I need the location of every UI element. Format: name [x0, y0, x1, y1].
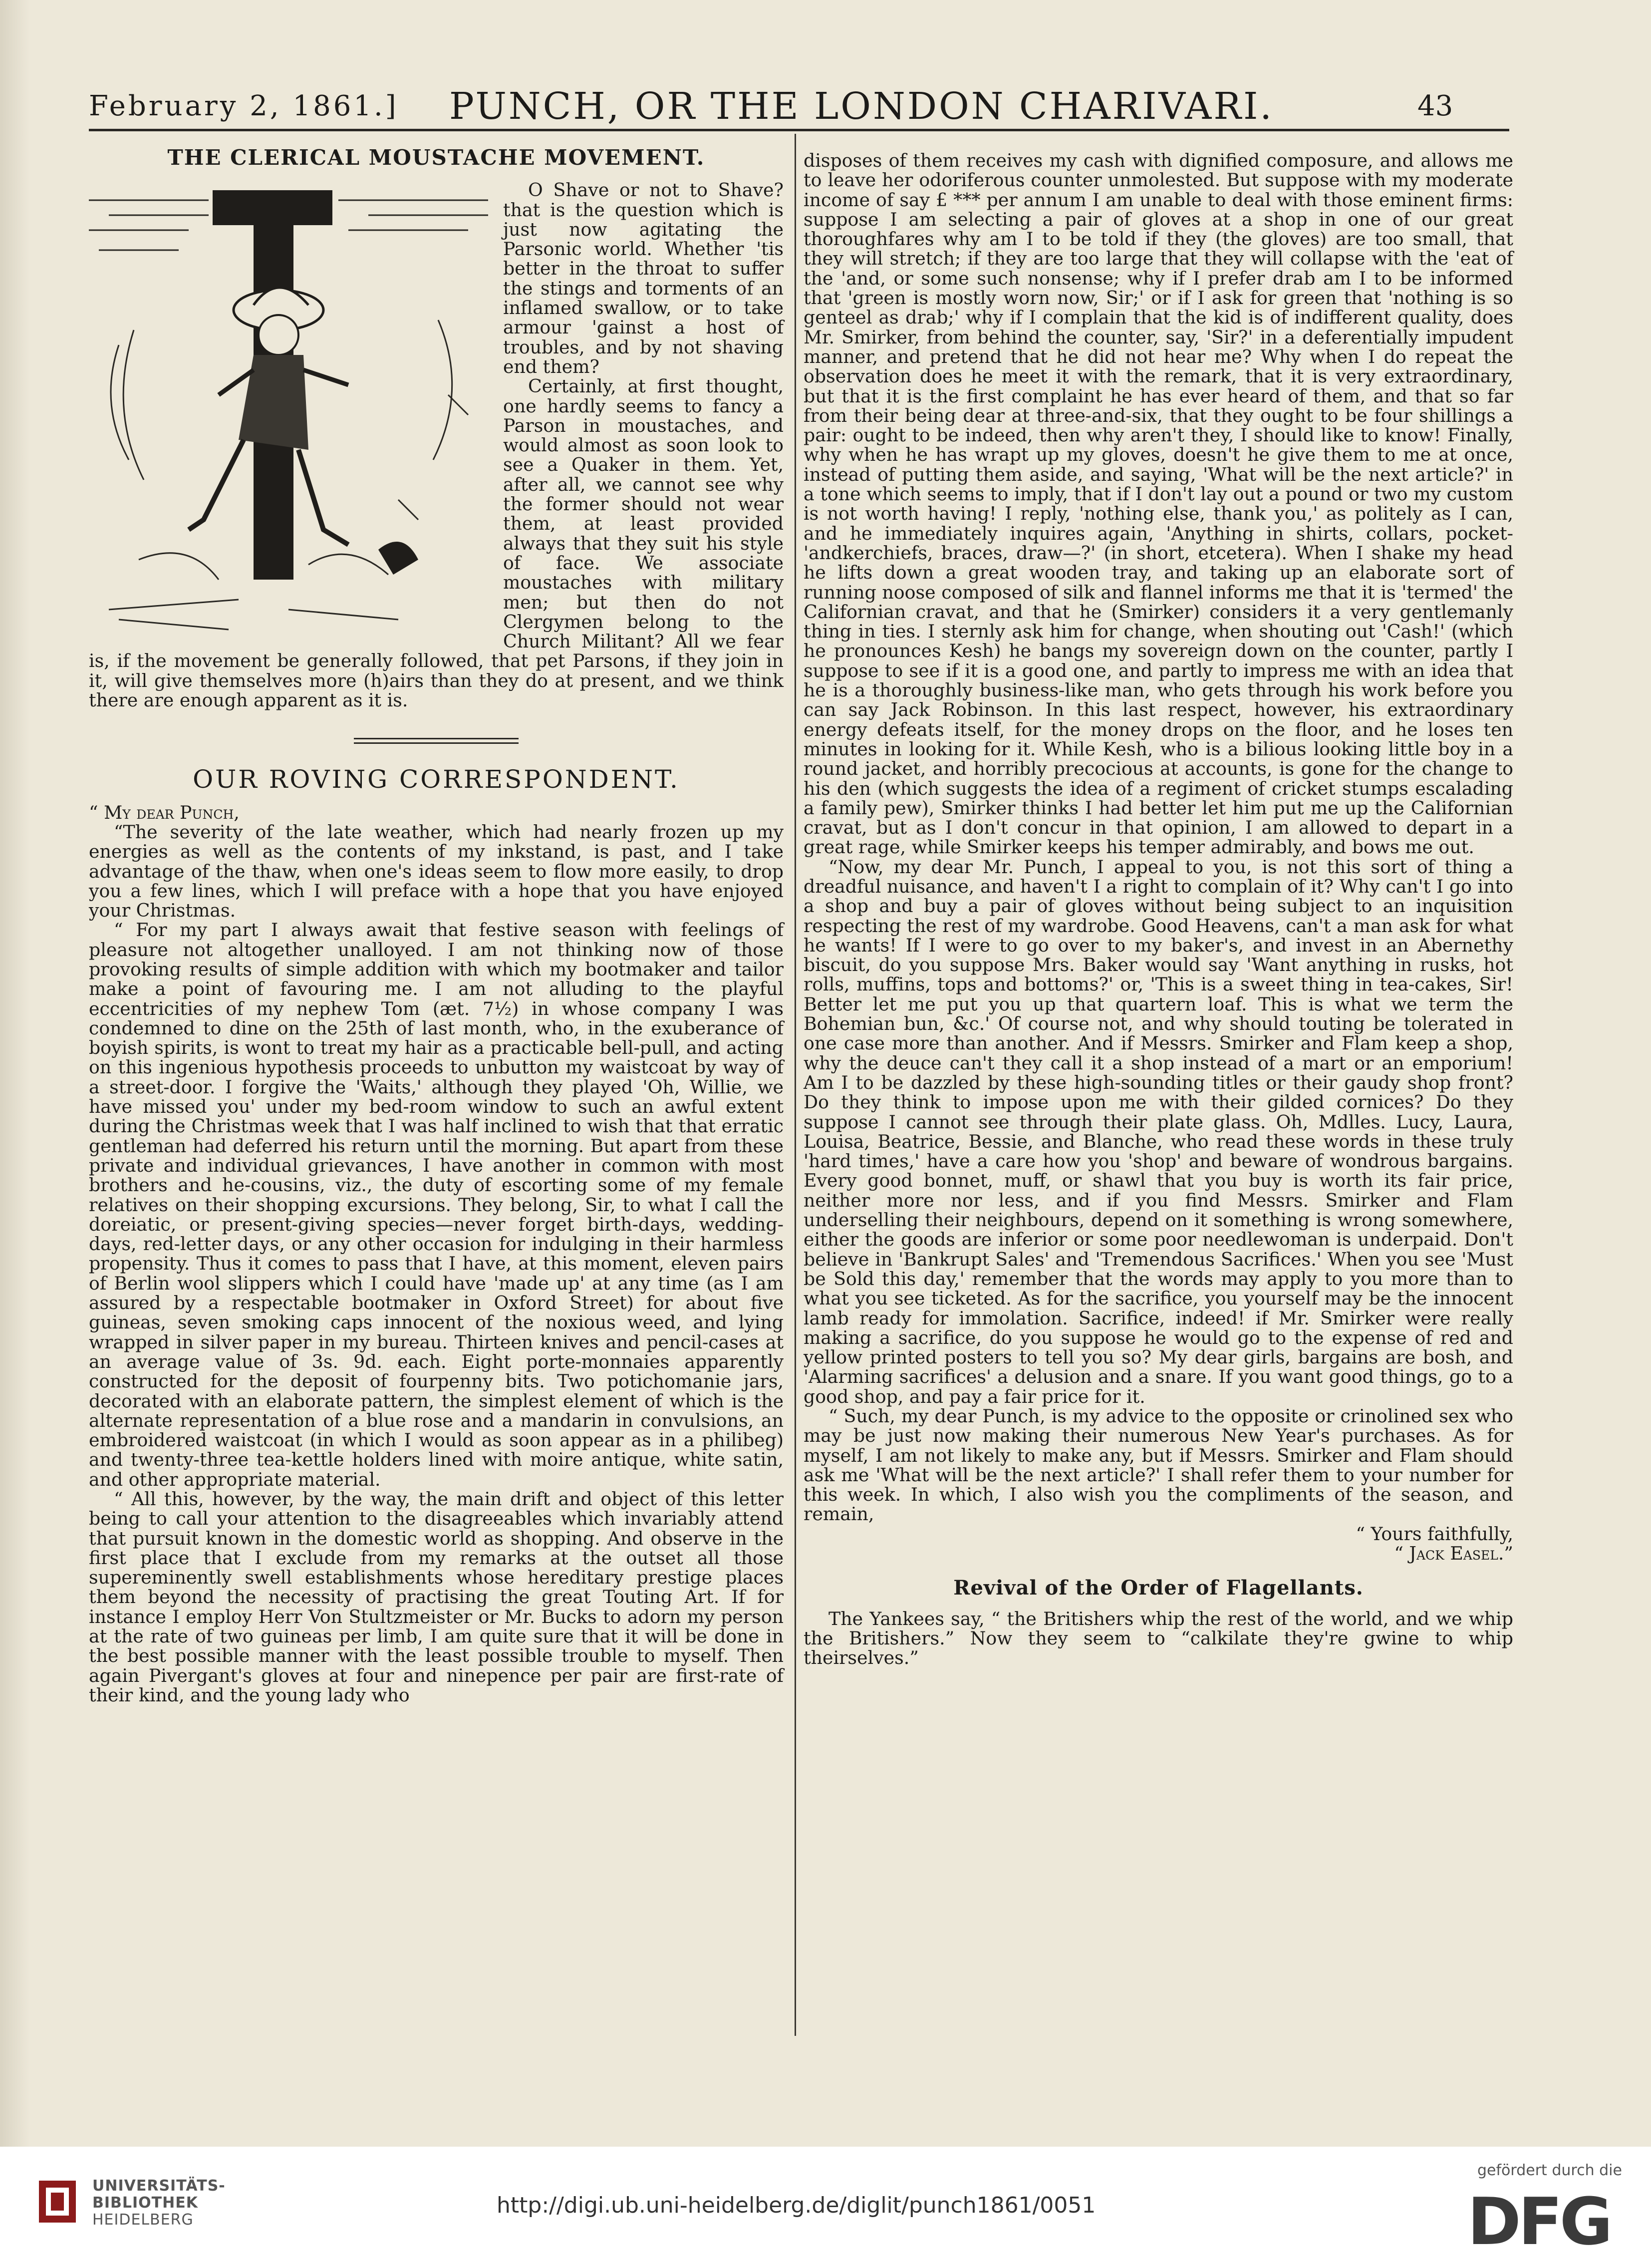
woodcut-figure-svg [89, 180, 488, 645]
letter-salutation: “ My dear Punch, [89, 801, 240, 823]
article-title-roving-correspondent: OUR ROVING CORRESPONDENT. [193, 765, 680, 794]
institution-name: UNIVERSITÄTS- BIBLIOTHEK HEIDELBERG [92, 2177, 226, 2229]
right-column [804, 151, 1513, 1668]
article-paragraph: disposes of them receives my cash with dignified composure, and allows me to leave her odoriferous counter unmolested. But suppose with my moderate income of say £ *** per annum I am unable to deal with those eminent firms: suppose I am selecting a pair of gloves at a shop in one of our great thoroughfares why am I to be told if they (the gloves) are too small, that they will stretch; if they are too large that they will collapse with the 'eat of the 'and, or some such nonsense; why if I prefer drab am I to be informed that 'green is mostly worn now, Sir;' or if I ask for green that 'nothing is so genteel as drab;' why if I complain that the kid is of indifferent quality, does Mr. Smirker, from behind the counter, say, 'Sir?' in a deferentially impudent manner, and pretend that he did not hear me? Why when I do repeat the observation does he meet it with the remark, that it is very extraordinary, but that it is the first complaint he has ever heard of them, and that so far from their being dear at three-and-six, that they ought to be four shillings a pair: ought to be indeed, then why aren't they, I should like to know! Finally, why when he has wrapt up my gloves, doesn't he give them to me at once, instead of putting them aside, and saying, 'What will be the next article?' in a tone which seems to imply, that if I don't lay out a pound or two my custom is not worth having! I reply, 'nothing else, thank you,' as politely as I can, and he immediately inquires again, 'Anything in shirts, collars, pocket-'andkerchiefs, braces, draw—?' (in short, etcetera). When I shake my head he lifts down a great wooden tray, and taking up an elaborate sort of running noose composed of silk and flannel informs me that it is 'termed' the Californian cravat, and that he (Smirker) considers it a very gentlemanly thing in ties. I sternly ask him for change, when shouting out 'Cash!' (which he pronounces Kesh) he bangs my sovereign down on the counter, partly I suppose to see if it is a good one, and partly to impress me with an idea that he is a thoroughly business-like man, who gets through his work before you can say Jack Robinson. In this last respect, however, his extraordinary energy defeats itself, for the money drops on the floor, and he loses ten minutes in looking for it. While Kesh, who is a bilious looking little boy in a round jacket, and horribly precocious at accounts, is gone for the change to his den (which suggests the idea of a regiment of cricket stumps escalading a family pew), Smirker thinks I had better let him put me up the Californian cravat, but as I don't concur in that opinion, I am allowed to depart in a great rage, while Smirker keeps his temper admirably, and bows me out. [804, 150, 1513, 858]
source-url-link[interactable]: http://digi.ub.uni-heidelberg.de/diglit/punch1861/0051 [497, 2193, 1096, 2218]
article-paragraph: “ For my part I always await that festive season with feelings of pleasure not altogether unalloyed. I am not thinking now of those provoking results of simple addition with which my bootmaker and tailor make a point of favouring me. I am not alluding to the playful eccentricities of my nephew Tom (æt. 7½) in whose company I was condemned to dine on the 25th of last month, who, in the exuberance of boyish spirits, is wont to treat my hair as a practicable bell-pull, and acting on this ingenious hypothesis proceeds to unbutton my waistcoat by way of a street-door. I forgive the 'Waits,' although they played 'Oh, Willie, we have missed you' under my bed-room window to such an awful extent during the Christmas week that I was half inclined to wish that that erratic gentleman had deferred his return until the morning. But apart from these private and individual grievances, I have another in common with most brothers and he-cousins, viz., the duty of escorting some of my female relatives on their shopping excursions. They belong, Sir, to what I call the doreiatic, or present-giving species—never forget birth-days, wedding-days, red-letter days, or any other occasion for indulging in their harmless propensity. Thus it comes to pass that I have, at this moment, eleven pairs of Berlin wool slippers which I could have 'made up' at any time (as I am assured by a respectable bootmaker in Oxford Street) for about five guineas, seven smoking caps innocent of the noxious weed, and lying wrapped in silver paper in my bureau. Thirteen knives and pencil-cases at an average value of 3s. 9d. each. Eight porte-monnaies apparently constructed for the deposit of fourpenny bits. Two potichomanie jars, decorated with an elaborate pattern, the simplest element of which is the alternate representation of a blue rose and a mandarin in convulsions, an embroidered waistcoat (in which I would as soon appear as in a philibeg) and twenty-three tea-kettle holders lined with moire antique, white satin, and other appropriate material. [89, 919, 784, 1490]
dfg-logo-icon [1467, 2187, 1627, 2252]
header-rule [89, 129, 1509, 131]
section-divider [354, 738, 519, 744]
article-paragraph: The Yankees say, “ the Britishers whip the rest of the world, and we whip the Britishers.” Now they seem to “calkilate they're gwine to whip theirselves.” [804, 1608, 1513, 1669]
woodcut-illustration [89, 180, 488, 645]
article-paragraph: Certainly, at first thought, one hardly seems to fancy a Parson in moustaches, and would almost as soon look to see a Quaker in them. Yet, after all, we cannot see why the former should not wear them, at least provided always that they suit his style of face. We associate moustaches with military men; but then do not Clergymen belong to the Church Militant? All we fear is, if the movement be generally followed, that pet Parsons, if they join in it, will give themselves more (h)airs than they do at present, and we think there are enough apparent as it is. [89, 375, 784, 711]
article-paragraph: “ Such, my dear Punch, is my advice to the opposite or crinolined sex who may be just now making their numerous New Year's purchases. As for myself, I am not likely to make any, but if Messrs. Smirker and Flam should ask me 'What will be the next article?' I shall refer them to your number for this week. In which, I also wish you the compliments of the season, and remain, [804, 1405, 1513, 1525]
article-title-flagellants: Revival of the Order of Flagellants. [953, 1576, 1364, 1600]
sponsor-note: gefördert durch die [1477, 2162, 1622, 2179]
digitization-footer [0, 2147, 1651, 2268]
article-paragraph: O Shave or not to Shave? that is the question which is just now agitating the Parsonic world. Whether 'tis better in the throat to suffer the stings and torments of an inflamed swallow, or to take armour 'gainst a host of troubles, and by not shaving end them? [503, 179, 784, 377]
left-column [89, 145, 784, 1706]
article-paragraph: “Now, my dear Mr. Punch, I appeal to you, is not this sort of thing a dreadful nuisance, and haven't I a right to complain of it? Why can't I go into a shop and buy a pair of gloves without being subject to an inquisition respecting the rest of my wardrobe. Good Heavens, can't a man ask for what he wants! If I were to go over to my baker's, and invest in an Abernethy biscuit, do you suppose Mrs. Baker would say 'Want anything in rusks, hot rolls, muffins, tops and bottoms?' or, 'This is a sweet thing in tea-cakes, Sir! Better let me put you up that quartern loaf. This is what we term the Bohemian bun, &c.' Of course not, and why should touting be tolerated in one case more than another. And if Messrs. Smirker and Flam keep a shop, why the deuce can't they call it a shop instead of a mart or an emporium! Am I to be dazzled by these high-sounding titles or their gaudy shop front? Do they think to impose upon me with their gilded cornices? Do they suppose I cannot see through their plate glass. Oh, Mdlles. Lucy, Laura, Louisa, Beatrice, Bessie, and Blanche, who read these words in these truly 'hard times,' have a care how you 'shop' and beware of wondrous bargains. Every good bonnet, muff, or shawl that you buy is worth its fair price, neither more nor less, and if you find Messrs. Smirker and Flam underselling their neighbours, depend on it something is wrong somewhere, either the goods are inferior or some poor needlewoman is underpaid. Don't believe in 'Bankrupt Sales' and 'Tremendous Sacrifices.' When you see 'Must be Sold this day,' remember that the words may apply to you more than to what you see ticketed. As for the sacrifice, you yourself may be the innocent lamb ready for immolation. Sacrifice, indeed! if Mr. Smirker were really making a sacrifice, do you suppose he would go to the expense of red and yellow printed posters to tell you so? My dear girls, bargains are bosh, and 'Alarming sacrifices' a delusion and a snare. If you want good things, go to a good shop, and pay a fair price for it. [804, 856, 1513, 1407]
header-title: PUNCH, OR THE LONDON CHARIVARI. [449, 85, 1274, 128]
article-title-clerical-moustache: THE CLERICAL MOUSTACHE MOVEMENT. [167, 145, 705, 170]
letter-closing: “ Yours faithfully, [1356, 1523, 1513, 1545]
page-edge-shadow [0, 0, 30, 2147]
article-paragraph: “ All this, however, by the way, the main drift and object of this letter being to call your attention to the disagreeables which invariably attend that pursuit known in the domestic world as shopping. And observe in the first place that I exclude from my remarks at the outset all those supereminently swell establishments whose hereditary prestige places them beyond the necessity of practising the great Touting Art. If for instance I employ Herr Von Stultzmeister or Mr. Bucks to adorn my person at the rate of two guineas per limb, I am quite sure that it will be done in the best possible manner with the least possible trouble to myself. Then again Pivergant's gloves at four and ninepence per pair are first-rate of their kind, and the young lady who [89, 1488, 784, 1706]
letter-signature: “ Jack Easel.” [1394, 1543, 1513, 1565]
university-seal-icon [35, 2177, 80, 2227]
header-page-number: 43 [1417, 90, 1453, 122]
svg-text:DFG: DFG [1467, 2187, 1610, 2252]
article-paragraph: “The severity of the late weather, which had nearly frozen up my energies as well as the contents of my inkstand, is past, and I take advantage of the thaw, when one's ideas seem to flow more easily, to drop you a few lines, which I will preface with a hope that you have enjoyed your Christmas. [89, 821, 784, 922]
header-date: February 2, 1861.] [89, 90, 399, 122]
column-rule [795, 134, 796, 2036]
